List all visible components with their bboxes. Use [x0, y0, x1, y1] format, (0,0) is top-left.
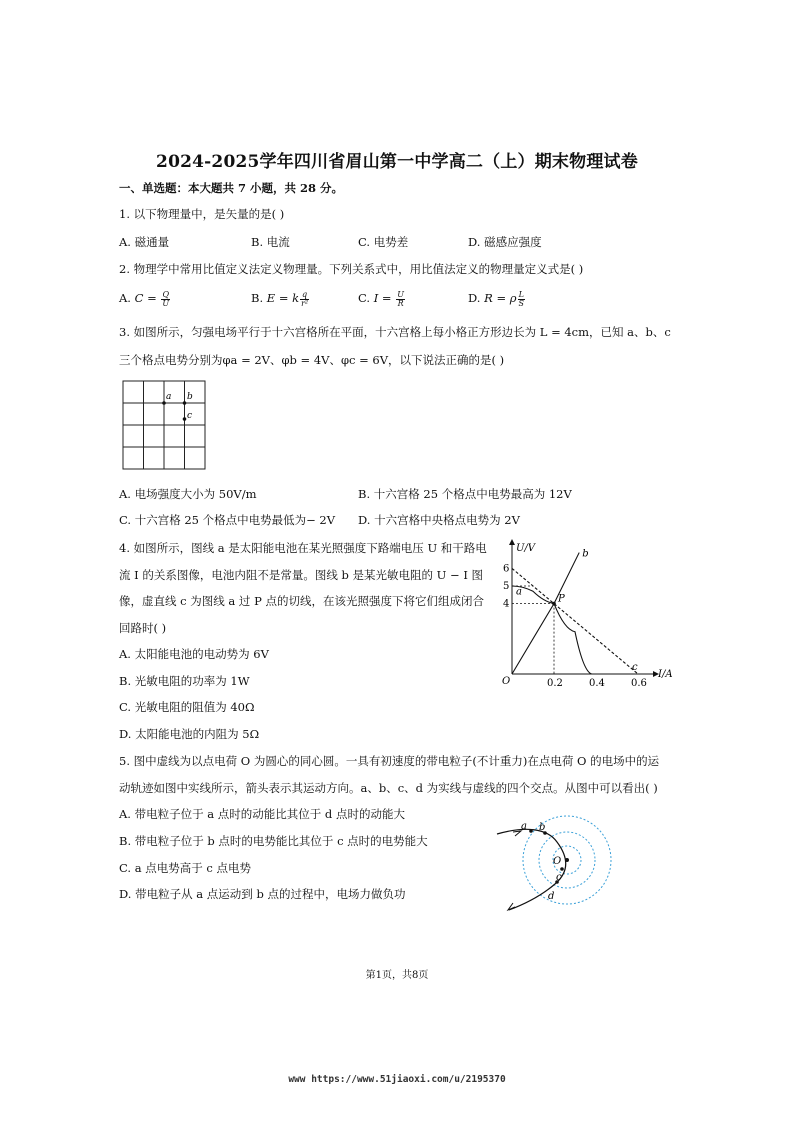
question-4-line-2: 流 I 的关系图像，电池内阻不是常量。图线 b 是某光敏电阻的 U − I 图	[119, 568, 484, 582]
q2-option-c: C. I = $\frac{U}{R}$	[358, 289, 404, 308]
q1-option-b: B. 电流	[251, 235, 290, 249]
series-a	[512, 586, 592, 674]
q2-option-d: D. R = ρ $\frac{L}{S}$	[468, 289, 524, 308]
q3-option-b: B. 十六宫格 25 个格点中电势最高为 12V	[358, 487, 572, 501]
x-tick-label-1: 0.4	[589, 678, 605, 689]
field-figure	[495, 812, 645, 918]
page-title: 2024-2025学年四川省眉山第一中学高二（上）期末物理试卷	[156, 152, 638, 172]
point-p	[552, 602, 556, 606]
q3-option-c: C. 十六宫格 25 个格点中电势最低为− 2V	[119, 513, 336, 527]
grid-point-b	[183, 401, 187, 405]
grid-label-c: c	[187, 411, 193, 421]
x-tick-label-2: 0.6	[631, 678, 647, 689]
page-footer: 第1页，共8页	[365, 970, 429, 981]
series-label-a: a	[516, 586, 522, 598]
point-c	[560, 867, 564, 871]
question-5-line-1: 5. 图中虚线为以点电荷 O 为圆心的同心圆。一具有初速度的带电粒子(不计重力)在点电荷 O 的电场中的运	[119, 754, 660, 768]
question-5-line-2: 动轨迹如图中实线所示，箭头表示其运动方向。a、b、c、d 为实线与虚线的四个交点。从图中可以看出( )	[119, 781, 658, 795]
watermark-url: www https://www.51jiaoxi.com/u/2195370	[288, 1074, 506, 1085]
origin-label: O	[502, 676, 511, 687]
trajectory-arrow-2	[508, 903, 515, 910]
question-4-line-1: 4. 如图所示，图线 a 是太阳能电池在某光照强度下路端电压 U 和干路电	[119, 541, 487, 555]
label-c: c	[556, 872, 562, 883]
label-b: b	[539, 822, 546, 833]
trajectory-arrow-1	[513, 831, 521, 836]
q3-option-d: D. 十六宫格中央格点电势为 2V	[358, 513, 520, 527]
y-tick-label-2: 6	[503, 563, 510, 575]
series-b	[512, 553, 579, 674]
q5-option-c: C. a 点电势高于 c 点电势	[119, 861, 251, 875]
label-a: a	[521, 821, 527, 832]
q4-option-d: D. 太阳能电池的内阻为 5Ω	[119, 727, 260, 741]
q4-option-a: A. 太阳能电池的电动势为 6V	[119, 647, 269, 661]
x-tick-label-0: 0.2	[547, 678, 563, 689]
q1-option-a: A. 磁通量	[119, 235, 170, 249]
trajectory	[497, 829, 566, 910]
y-axis-label: U/V	[516, 543, 536, 554]
label-o: O	[553, 856, 562, 867]
x-axis-label: I/A	[658, 669, 673, 680]
y-tick-label-1: 5	[503, 581, 510, 592]
q3-option-a: A. 电场强度大小为 50V/m	[119, 487, 257, 501]
q1-option-c: C. 电势差	[358, 235, 409, 249]
q5-option-a: A. 带电粒子位于 a 点时的动能比其位于 d 点时的动能大	[119, 807, 405, 821]
q1-option-d: D. 磁感应强度	[468, 235, 542, 249]
grid-point-c	[183, 417, 187, 421]
series-label-b: b	[582, 548, 589, 560]
section-heading: 一、单选题：本大题共 7 小题，共 28 分。	[119, 181, 344, 195]
grid-figure	[121, 378, 209, 472]
q5-option-b: B. 带电粒子位于 b 点时的电势能比其位于 c 点时的电势能大	[119, 834, 428, 848]
question-3-line-2: 三个格点电势分别为φa = 2V、φb = 4V、φc = 6V，以下说法正确的是( )	[119, 353, 505, 367]
q2-option-b: B. E = k $\frac{q}{\text{r²}}$	[251, 289, 309, 308]
label-d: d	[548, 891, 555, 902]
q5-option-d: D. 带电粒子从 a 点运动到 b 点的过程中，电场力做负功	[119, 887, 406, 901]
point-a	[529, 829, 533, 833]
q2-option-a: A. C = $\frac{Q}{U}$	[119, 289, 170, 308]
point-p-label: P	[558, 593, 565, 605]
grid-label-b: b	[187, 392, 193, 402]
q4-option-b: B. 光敏电阻的功率为 1W	[119, 674, 250, 688]
series-label-c: c	[632, 662, 638, 673]
grid-label-a: a	[166, 392, 172, 402]
question-4-line-4: 回路时( )	[119, 621, 167, 635]
question-1-stem: 1. 以下物理量中，是矢量的是( )	[119, 207, 285, 221]
question-4-line-3: 像，虚直线 c 为图线 a 过 P 点的切线，在该光照强度下将它们组成闭合	[119, 594, 484, 608]
question-3-line-1: 3. 如图所示，匀强电场平行于十六宫格所在平面，十六宫格上每小格正方形边长为 L = 4cm，已知 a、b、c	[119, 325, 671, 339]
y-tick-label-0: 4	[503, 598, 510, 610]
question-2-stem: 2. 物理学中常用比值定义法定义物理量。下列关系式中，用比值法定义的物理量定义式是( )	[119, 262, 584, 276]
q4-option-c: C. 光敏电阻的阻值为 40Ω	[119, 700, 255, 714]
series-c	[512, 568, 638, 674]
ui-graph	[490, 534, 690, 694]
